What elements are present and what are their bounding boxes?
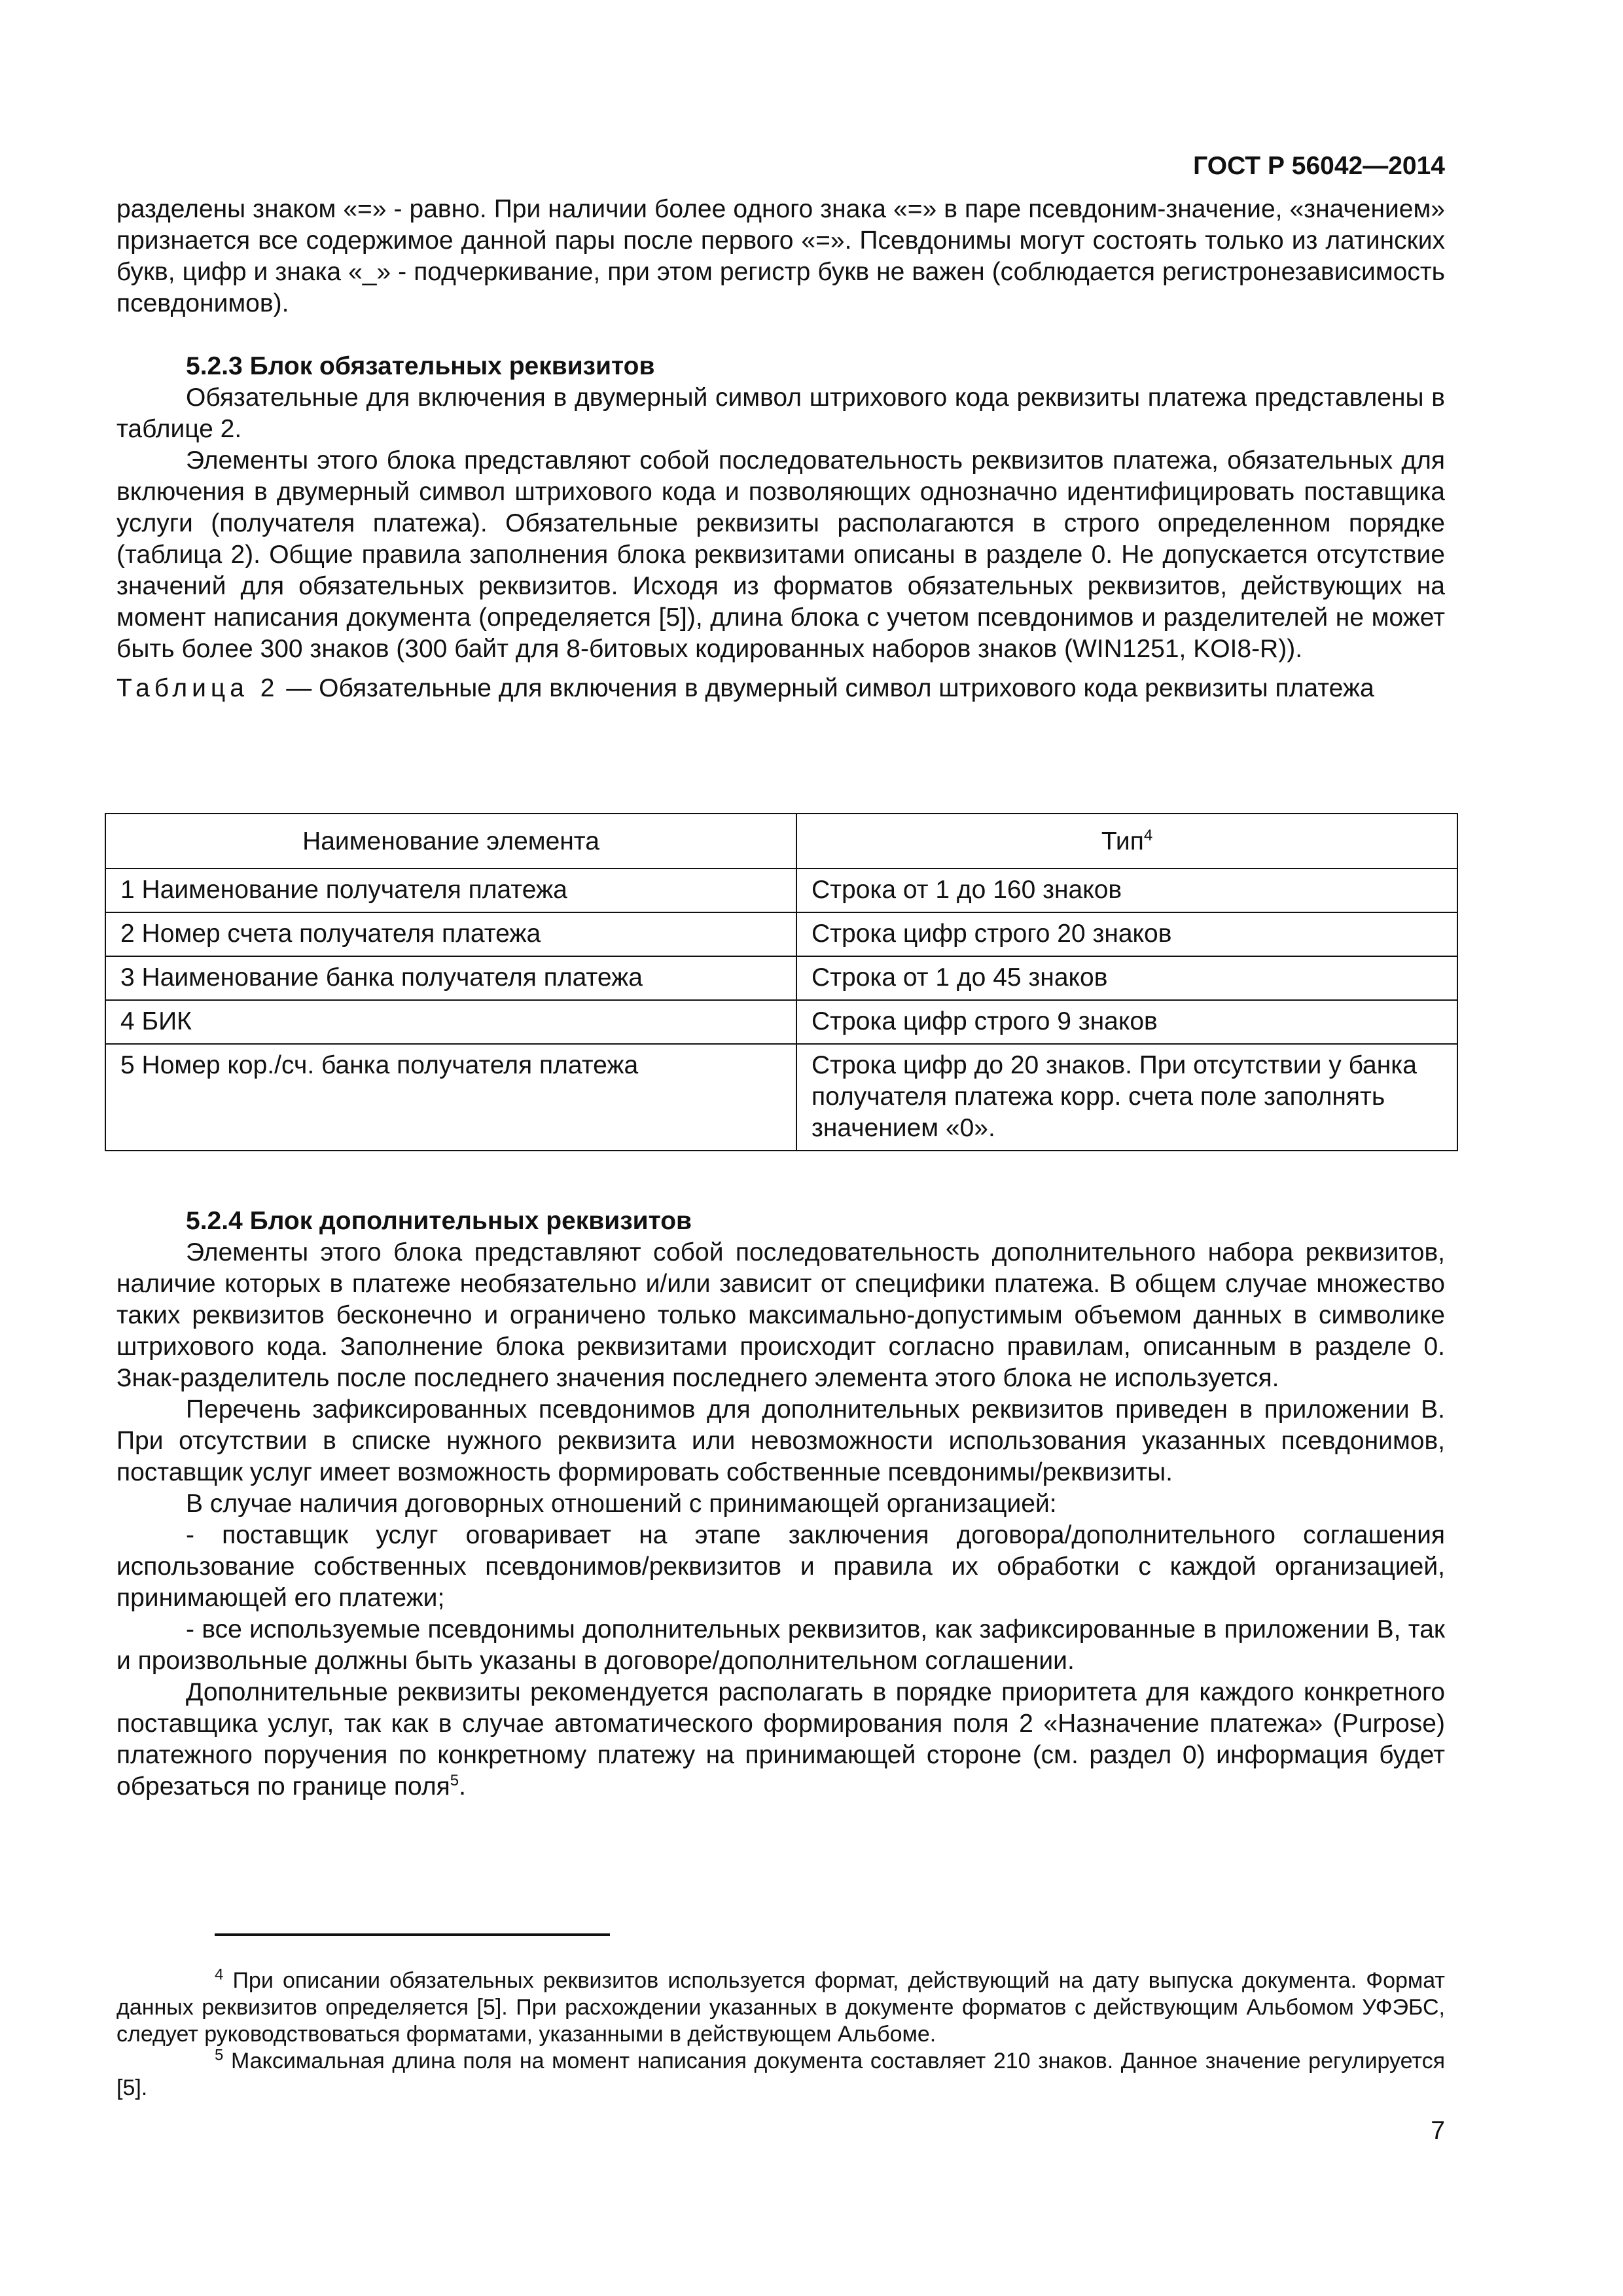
- requisites-table: [105, 813, 1458, 1151]
- intro-paragraph: разделены знаком «=» - равно. При наличии более одного знака «=» в паре псевдоним-значение, «значением» признается все содержимое данной пары после первого «=». Псевдонимы могут состоять только из латинских букв, цифр и знака «_» - подчеркивание, при этом регистр букв не важен (соблюдается регистронезависимость псевдонимов).: [116, 195, 1445, 317]
- column-header-name: Наименование элемента: [105, 814, 796, 869]
- paragraph: Обязательные для включения в двумерный символ штрихового кода реквизиты платежа представлены в таблице 2.: [116, 384, 1445, 443]
- standard-number: ГОСТ Р 56042—2014: [1193, 152, 1445, 180]
- section-heading-5-2-3: 5.2.3 Блок обязательных реквизитов: [186, 352, 655, 380]
- row-name: 5 Номер кор./сч. банка получателя платежа: [105, 1044, 796, 1151]
- table-row: [105, 912, 1457, 956]
- body-text-bottom: [116, 1206, 1445, 1803]
- footnote-ref: 5: [450, 1772, 459, 1789]
- paragraph: Перечень зафиксированных псевдонимов для дополнительных реквизитов приведен в приложении В. При отсутствии в списке нужного реквизита или невозможности использования указанных псевдонимов, поставщик услуг имеет возможность формировать собственные псевдонимы/реквизиты.: [116, 1395, 1445, 1486]
- body-text-top: [116, 194, 1445, 704]
- page-number: 7: [1431, 2117, 1445, 2145]
- footnote: $^5$ Максимальная длина поля на момент написания документа составляет 210 знаков. Данное значение регулируется [5].: [116, 2046, 1445, 2100]
- footnote-separator: [215, 1933, 610, 1936]
- column-header-type: Тип$^4$: [796, 814, 1457, 869]
- footnote: $^4$ При описании обязательных реквизитов используется формат, действующий на дату выпуска документа. Формат данных реквизитов определяется [5]. При расхождении указанных в документе форматов с действующим Альбомом УФЭБС, следует руководствоваться форматами, указанными в действующем Альбоме.: [116, 1965, 1445, 2047]
- table-caption: Таблица 2 — Обязательные для включения в двумерный символ штрихового кода реквизиты платежа: [116, 674, 1374, 702]
- row-name: 4 БИК: [105, 1000, 796, 1044]
- footnotes: [116, 1967, 1445, 2102]
- row-type: Строка цифр до 20 знаков. При отсутствии у банка получателя платежа корр. счета поле заполнять значением «0».: [796, 1044, 1457, 1151]
- table-row: [105, 956, 1457, 1000]
- paragraph: Дополнительные реквизиты рекомендуется располагать в порядке приоритета для каждого конкретного поставщика услуг, так как в случае автоматического формирования поля 2 «Назначение платежа» (Purpose) платежного поручения по конкретному платежу на принимающей стороне (см. раздел 0) информация будет обрезаться по границе поля$^5$.: [116, 1678, 1445, 1801]
- row-name: 2 Номер счета получателя платежа: [105, 912, 796, 956]
- row-type: Строка цифр строго 20 знаков: [796, 912, 1457, 956]
- paragraph: Элементы этого блока представляют собой последовательность дополнительного набора реквизитов, наличие которых в платеже необязательно и/или зависит от специфики платежа. В общем случае множество таких реквизитов бесконечно и ограничено только максимально-допустимым объемом данных в символике штрихового кода. Заполнение блока реквизитами происходит согласно правилам, описанным в разделе 0. Знак-разделитель после последнего значения последнего элемента этого блока не используется.: [116, 1238, 1445, 1392]
- row-type: Строка цифр строго 9 знаков: [796, 1000, 1457, 1044]
- table-row: [105, 869, 1457, 912]
- section-heading-5-2-4: 5.2.4 Блок дополнительных реквизитов: [186, 1207, 692, 1235]
- paragraph: В случае наличия договорных отношений с принимающей организацией:: [186, 1490, 1057, 1518]
- list-item: - все используемые псевдонимы дополнительных реквизитов, как зафиксированные в приложении В, так и произвольные должны быть указаны в договоре/дополнительном соглашении.: [116, 1615, 1445, 1675]
- row-type: Строка от 1 до 45 знаков: [796, 956, 1457, 1000]
- table-header-row: [105, 814, 1457, 869]
- row-type: Строка от 1 до 160 знаков: [796, 869, 1457, 912]
- row-name: 3 Наименование банка получателя платежа: [105, 956, 796, 1000]
- footnote-ref: 4: [1143, 827, 1153, 844]
- list-item: - поставщик услуг оговаривает на этапе заключения договора/дополнительного соглашения использование собственных псевдонимов/реквизитов и правила их обработки с каждой организацией, принимающей его платежи;: [116, 1521, 1445, 1612]
- row-name: 1 Наименование получателя платежа: [105, 869, 796, 912]
- paragraph: Элементы этого блока представляют собой последовательность реквизитов платежа, обязательных для включения в двумерный символ штрихового кода и позволяющих однозначно идентифицировать поставщика услуги (получателя платежа). Обязательные реквизиты располагаются в строго определенном порядке (таблица 2). Общие правила заполнения блока реквизитами описаны в разделе 0. Не допускается отсутствие значений для обязательных реквизитов. Исходя из форматов обязательных реквизитов, действующих на момент написания документа (определяется [5]), длина блока с учетом псевдонимов и разделителей не может быть более 300 знаков (300 байт для 8-битовых кодированных наборов знаков (WIN1251, KOI8-R)).: [116, 446, 1445, 663]
- table-row: [105, 1044, 1457, 1151]
- table-row: [105, 1000, 1457, 1044]
